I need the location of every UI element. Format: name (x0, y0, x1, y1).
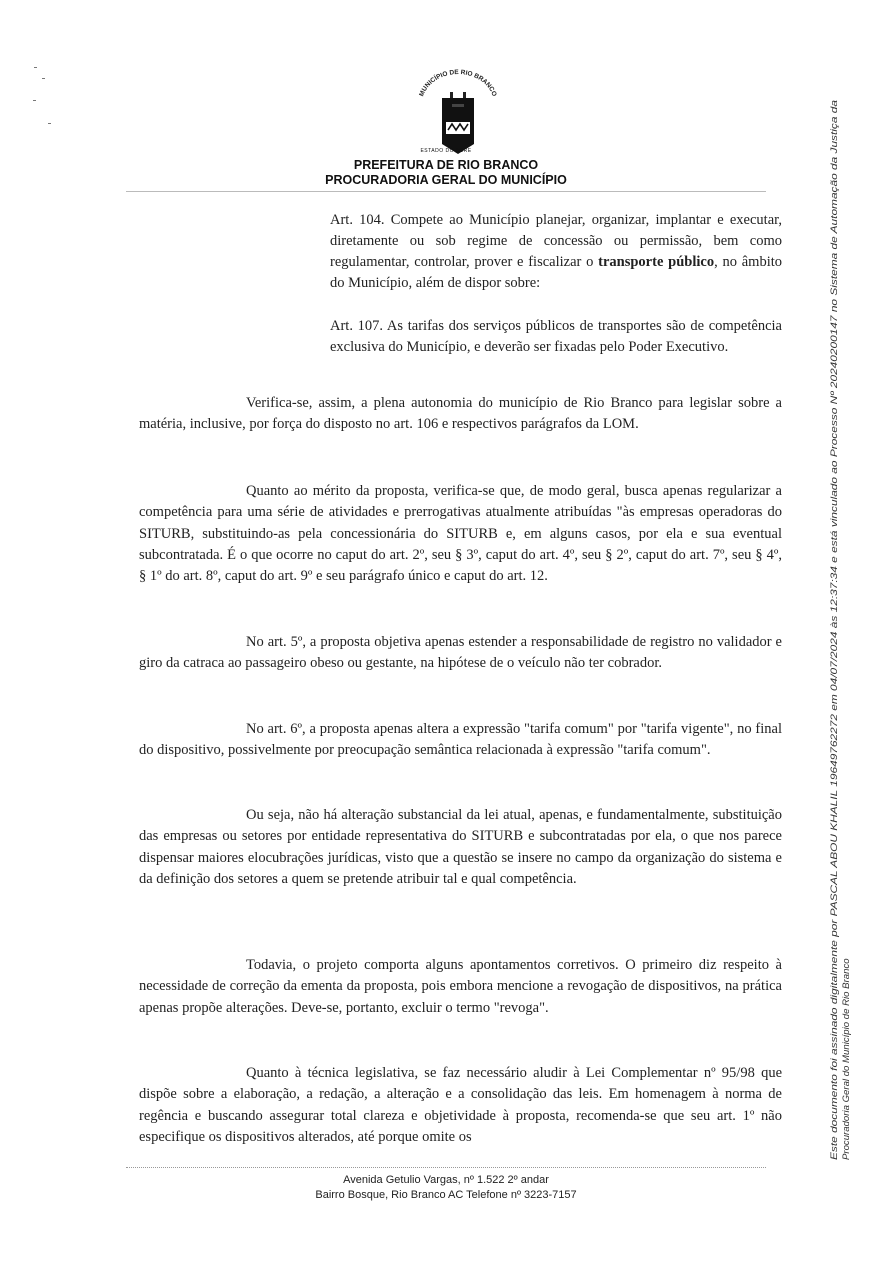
paragraph-autonomia: Verifica-se, assim, a plena autonomia do município de Rio Branco para legislar sobre a matéria, inclusive, por força do disposto no art. 106 e respectivos parágrafos da LOM. (139, 395, 782, 433)
quote-art-104-text: Art. 104. Compete ao Município planejar, organizar, implantar e executar, diretamente ou sob regime de concessão ou permissão, bem como regulamentar, controlar, prover e fiscalizar o (330, 212, 782, 270)
quote-art-104-end: , no âmbito do Município, além de dispor sobre: (330, 254, 782, 291)
header-state: ESTADO DO ACRE (420, 148, 472, 154)
quote-art-104 (330, 210, 782, 294)
signature-stamp-line-2: Procuradoria Geral do Município de Rio Branco (841, 958, 852, 1160)
seal-arc-text: MUNICÍPIO DE RIO BRANCO (418, 68, 498, 98)
header-procuradoria: PROCURADORIA GERAL DO MUNICÍPIO (325, 173, 567, 187)
quote-art-107: Art. 107. As tarifas dos serviços públicos de transportes são de competência exclusiva do Município, e deverão ser fixadas pelo Poder Executivo. (330, 318, 782, 355)
paragraph-conclusao: Ou seja, não há alteração substancial da lei atual, apenas, e fundamentalmente, substituição das empresas ou setores por entidade representativa do SITURB e subcontratadas por ela, o que nos parece dispensar maiores elocubrações jurídicas, visto que a questão se insere no campo da organização do sistema e da definição dos setores a quem se pretende atribuir tal e qual competência. (139, 807, 782, 887)
paragraph-merito: Quanto ao mérito da proposta, verifica-se que, de modo geral, busca apenas regularizar a competência para uma série de atividades e prerrogativas atualmente atribuídas "às empresas operadoras do SITURB, substituindo-as pela concessionária do SITURB e, em alguns casos, por ela e sua eventual subcontratada. É o que ocorre no caput do art. 2º, seu § 3º, caput do art. 4º, seu § 2º, caput do art. 7º, seu § 4º, § 1º do art. 8º, caput do art. 9º e seu parágrafo único e caput do art. 12. (139, 483, 782, 585)
scan-speck (42, 78, 45, 79)
signature-stamp-line-1: Este documento foi assinado digitalmente por PASCAL ABOU KHALIL 19649762272 em 04/07/2024 às 12:37:34 e está vinculado ao Processo Nº 20240200147 no Sistema de Automação da Justiça da (829, 303, 840, 1160)
paragraph-art-6: No art. 6º, a proposta apenas altera a expressão "tarifa comum" por "tarifa vigente", no final do dispositivo, possivelmente por preocupação semântica relacionada à expressão "tarifa comum". (139, 721, 782, 759)
scan-speck (48, 123, 51, 124)
svg-text:MUNICÍPIO DE RIO BRANCO (418, 69, 497, 98)
paragraph-art-5: No art. 5º, a proposta objetiva apenas estender a responsabilidade de registro no validador e giro da catraca ao passageiro obeso ou gestante, na hipótese de o veículo não ter cobrador. (139, 634, 782, 672)
municipal-seal-logo (408, 64, 508, 158)
header-prefeitura: PREFEITURA DE RIO BRANCO (353, 158, 539, 172)
paragraph-apontamentos: Todavia, o projeto comporta alguns apontamentos corretivos. O primeiro diz respeito à necessidade de correção da ementa da proposta, pois embora mencione a revogação de dispositivos, na prática apenas propõe alterações. Deve-se, portanto, excluir o termo "revoga". (139, 957, 782, 1016)
scan-speck (34, 67, 37, 68)
scan-speck (33, 100, 36, 101)
quote-art-104-bold: transporte público (598, 254, 715, 270)
footer-rule (126, 1167, 766, 1168)
header-rule (126, 191, 766, 192)
footer-address: Avenida Getulio Vargas, nº 1.522 2º andar (343, 1174, 549, 1186)
paragraph-tecnica-legislativa: Quanto à técnica legislativa, se faz necessário aludir à Lei Complementar nº 95/98 que dispõe sobre a elaboração, a redação, a alteração e a consolidação das leis. Em homenagem à norma de regência e buscando assegurar total clareza e objetividade à proposta, recomenda-se que seu art. 1º não especifique os dispositivos alterados, até porque omite os (139, 1065, 782, 1145)
footer-contact: Bairro Bosque, Rio Branco AC Telefone nº 3223-7157 (315, 1189, 577, 1201)
digital-signature-stamp (826, 92, 856, 1162)
